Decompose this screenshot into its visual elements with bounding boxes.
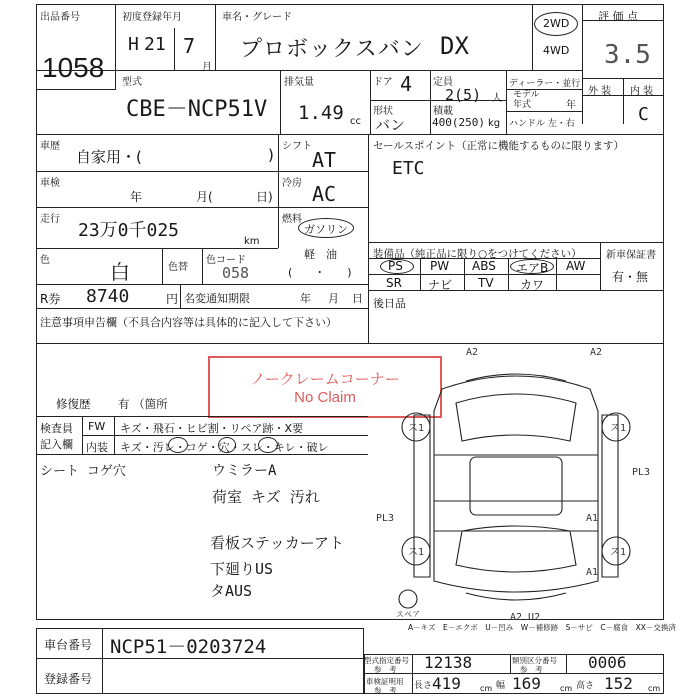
equip-leather: カワ: [520, 278, 545, 292]
length-value: 419: [432, 674, 461, 693]
mark-front-left: A2: [466, 347, 479, 358]
name-change-day: 日: [352, 292, 363, 305]
warranty-value: 有・無: [612, 270, 649, 284]
shaken-month: 月(: [196, 190, 213, 204]
mark-wheel-rr: ス1: [610, 547, 627, 558]
doors-label: ドア: [373, 77, 393, 88]
mark-left-side: PL3: [376, 513, 395, 524]
equip-airbag: エアB: [516, 261, 549, 275]
score-value: 3.5: [604, 40, 651, 70]
sales-point-label: セールスポイント（正常に機能するものに限ります）: [373, 140, 625, 152]
shaken-day: 日): [256, 190, 273, 204]
length-unit: cm: [480, 684, 493, 693]
model-designation-label: 型式指定番号: [364, 656, 409, 665]
mileage-value: 23万0千025: [78, 220, 180, 241]
handle-label: ハンドル 左・右: [509, 119, 575, 129]
equip-ps: PS: [388, 259, 403, 273]
history-label: 車歴: [40, 141, 60, 152]
cc-unit: cc: [350, 116, 361, 127]
no-claim-line1: ノークレームコーナー: [250, 370, 400, 388]
category-label: 類別区分番号: [512, 656, 557, 665]
lot-label: 出品番号: [40, 12, 80, 23]
color-change-label: 色替: [168, 262, 188, 273]
fuel-paren: ( ・ ): [288, 266, 352, 279]
shaken-label: 車検: [40, 178, 60, 189]
category-sub: 参 考: [520, 665, 543, 674]
displacement-value: 1.49: [298, 102, 344, 124]
chassis-label: 車台番号: [44, 638, 93, 652]
mark-wheel-rl: ス1: [408, 547, 425, 558]
inspector-label-2: 記入欄: [40, 438, 73, 451]
fw-label: FW: [88, 420, 106, 433]
note-3: 荷室 キズ 汚れ: [212, 488, 320, 506]
month-unit: 月: [202, 62, 212, 73]
mark-rear: A2 U2: [510, 612, 541, 620]
mark-rear-right: A1: [586, 567, 599, 578]
length-label: 長さ: [414, 681, 433, 691]
shape-value: バン: [375, 116, 406, 134]
name-change-year: 年: [300, 292, 311, 305]
color-value: 白: [110, 260, 130, 284]
equip-pw: PW: [430, 259, 450, 273]
fw-items: キズ・飛石・ヒビ割・リペア跡・X要: [120, 422, 304, 435]
drive-4wd: 4WD: [543, 44, 570, 57]
equipment-label: 装備品（純正品に限り○をつけてください）: [373, 248, 582, 260]
category-value: 0006: [588, 653, 627, 672]
warranty-label: 新車保証書: [606, 250, 656, 261]
shape-label: 形状: [373, 106, 393, 117]
width-value: 169: [512, 674, 541, 693]
fuel-gasoline: ガソリン: [304, 223, 348, 236]
name-change-label: 名変通知期限: [184, 292, 250, 305]
dealer-label: ディーラー・並行: [509, 79, 581, 89]
recycle-value: 8740: [86, 286, 130, 307]
fuel-diesel: 軽 油: [304, 248, 337, 261]
year-unit: 年: [566, 100, 576, 111]
interior-circle-3: [258, 437, 278, 453]
grade: DX: [440, 32, 469, 60]
height-value: 152: [604, 674, 633, 693]
load-value: 400(250): [432, 116, 485, 129]
color-code-value: 058: [222, 264, 250, 282]
exterior-label: 外 装: [588, 86, 612, 97]
shaken-year: 年: [130, 190, 143, 204]
car-diagram: [370, 345, 662, 620]
first-reg-era: H: [128, 34, 139, 55]
lot-number: 1058: [42, 52, 105, 83]
note-6: タAUS: [210, 582, 253, 600]
model-label: 型式: [122, 77, 142, 88]
drive-2wd: 2WD: [543, 17, 570, 30]
sales-point-value: ETC: [392, 158, 425, 179]
first-reg-year: 21: [144, 34, 166, 55]
mark-right-side: PL3: [632, 467, 651, 478]
history-value: 自家用・(: [76, 148, 142, 166]
width-unit: cm: [560, 684, 573, 693]
mileage-label: 走行: [40, 214, 60, 225]
recycle-label: R券: [40, 292, 61, 306]
note-4: 看板ステッカーアト: [210, 534, 344, 552]
mark-wheel-fl: ス1: [408, 423, 425, 434]
yen-unit: 円: [166, 292, 179, 306]
reg-cert-sub: 参 考: [374, 686, 397, 695]
interior-label: 内 装: [630, 86, 654, 97]
kg-unit: kg: [488, 118, 501, 129]
reg-cert-label: 車検証明用: [366, 677, 404, 686]
interior-value: C: [638, 104, 649, 125]
score-label: 評 価 点: [598, 10, 638, 23]
name-label: 車名・グレード: [222, 12, 292, 23]
equip-aw: AW: [566, 259, 586, 273]
equip-abs: ABS: [472, 259, 496, 273]
capacity-value: 2(5): [445, 86, 482, 104]
model-designation-value: 12138: [424, 653, 473, 672]
model-value: CBE－NCP51V: [126, 97, 268, 122]
color-code-label: 色コード: [206, 255, 246, 266]
load-label: 積載: [433, 106, 453, 117]
height-unit: cm: [648, 684, 661, 693]
height-label: 高さ: [576, 681, 595, 691]
interior-circle-1: [168, 437, 188, 453]
equip-navi: ナビ: [428, 278, 453, 292]
aircon-value: AC: [312, 182, 337, 206]
inspector-interior-label: 内装: [86, 441, 108, 454]
model-designation-sub: 参 考: [374, 665, 397, 674]
equip-sr: SR: [386, 276, 402, 290]
name-change-month: 月: [328, 292, 339, 305]
shift-label: シフト: [282, 141, 312, 152]
damage-legend: A－キズ E－エクボ U－凹み W－補修跡 S－サビ C－腐食 XX－交換済: [408, 623, 676, 632]
width-label: 幅: [496, 681, 506, 691]
first-reg-month: 7: [183, 34, 196, 58]
person-unit: 人: [492, 93, 502, 104]
doors-value: 4: [400, 72, 413, 96]
note-1: シート コゲ穴: [40, 464, 126, 479]
color-label: 色: [40, 255, 50, 266]
history-close: ): [268, 146, 274, 164]
note-2: ウミラーA: [212, 463, 277, 479]
shift-value: AT: [312, 148, 337, 172]
fuel-label: 燃料: [282, 214, 302, 225]
inspector-interior-items: キズ・汚レ・コゲ・穴・スレ・キレ・破レ: [120, 441, 329, 454]
chassis-value: NCP51－0203724: [110, 636, 267, 658]
mark-front-right: A2: [590, 347, 603, 358]
repair-value: 有 （箇所: [118, 397, 168, 411]
notes-label: 注意事項申告欄（不具合内容等は具体的に記入して下さい）: [40, 316, 337, 329]
inspector-label-1: 検査員: [40, 422, 73, 435]
repair-label: 修復歴: [56, 397, 91, 411]
km-unit: km: [244, 236, 260, 247]
note-5: 下廻りUS: [210, 560, 274, 578]
rear-seat-label: 後日品: [373, 297, 406, 310]
mark-wheel-fr: ス1: [610, 423, 627, 434]
car-name: プロボックスバン: [240, 37, 424, 62]
capacity-label: 定員: [433, 77, 453, 88]
model-year-label: モデル 年式: [513, 90, 540, 110]
aircon-label: 冷房: [282, 178, 302, 189]
spare-label: スペア: [396, 610, 420, 619]
no-claim-line2: No Claim: [294, 389, 356, 406]
mark-right-rear: A1: [586, 513, 599, 524]
displacement-label: 排気量: [284, 77, 314, 88]
reg-label: 登録番号: [44, 672, 93, 686]
equip-tv: TV: [478, 276, 494, 290]
interior-circle-2: [218, 437, 236, 453]
first-reg-label: 初度登録年月: [122, 12, 182, 23]
